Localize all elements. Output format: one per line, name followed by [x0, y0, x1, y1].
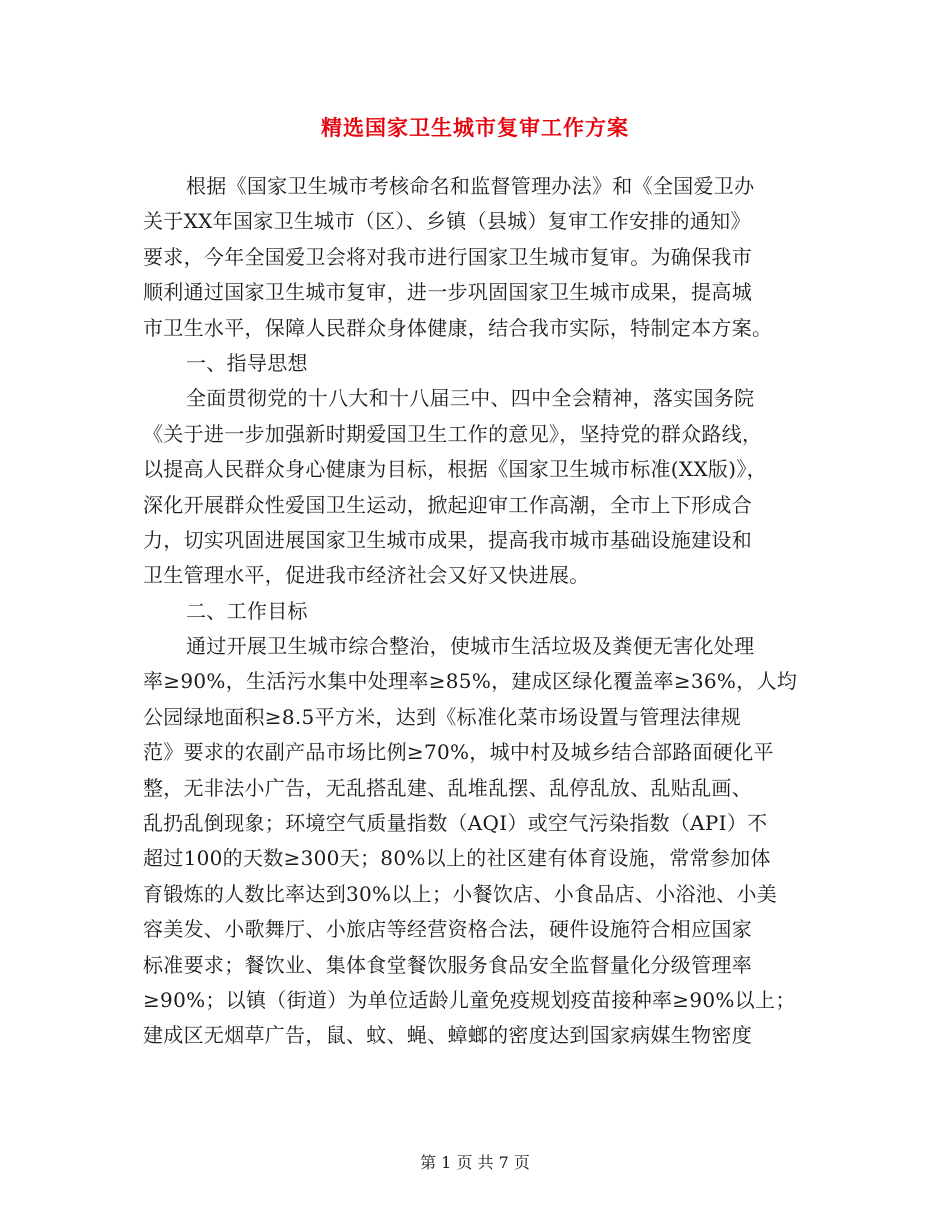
paragraph-line: 容美发、小歌舞厅、小旅店等经营资格合法，硬件设施符合相应国家	[143, 917, 752, 942]
paragraph-line: 超过100的天数≥300天；80%以上的社区建有体育设施，常常参加体	[143, 846, 771, 871]
paragraph-line: 力，切实巩固进展国家卫生城市成果，提高我市城市基础设施建设和	[143, 527, 752, 552]
paragraph-line: 卫生管理水平，促进我市经济社会又好又快进展。	[143, 563, 590, 588]
paragraph-line: 育锻炼的人数比率达到30%以上；小餐饮店、小食品店、小浴池、小美	[143, 881, 778, 906]
paragraph-line: 要求，今年全国爱卫会将对我市进行国家卫生城市复审。为确保我市	[143, 244, 752, 269]
section-heading: 二、工作目标	[186, 598, 308, 623]
paragraph-line: 整，无非法小广告，无乱搭乱建、乱堆乱摆、乱停乱放、乱贴乱画、	[143, 775, 752, 800]
paragraph-line: 率≥90%，生活污水集中处理率≥85%，建成区绿化覆盖率≥36%，人均	[143, 669, 798, 694]
paragraph-line: 根据《国家卫生城市考核命名和监督管理办法》和《全国爱卫办	[186, 174, 755, 198]
paragraph-line: 乱扔乱倒现象；环境空气质量指数（AQI）或空气污染指数（API）不	[143, 811, 768, 836]
paragraph-line: 标准要求；餐饮业、集体食堂餐饮服务食品安全监督量化分级管理率	[143, 952, 752, 977]
paragraph-line: 建成区无烟草广告，鼠、蚊、蝇、蟑螂的密度达到国家病媒生物密度	[143, 1023, 752, 1048]
paragraph-line: 关于XX年国家卫生城市（区）、乡镇（县城）复审工作安排的通知》	[143, 209, 751, 234]
document-title: 精选国家卫生城市复审工作方案	[321, 115, 629, 140]
paragraph-line: 公园绿地面积≥8.5平方米，达到《标准化菜市场设置与管理法律规	[143, 704, 741, 729]
page-footer: 第 1 页 共 7 页	[420, 1153, 530, 1172]
section-heading: 一、指导思想	[186, 350, 308, 375]
paragraph-line: ≥90%；以镇（街道）为单位适龄儿童免疫规划疫苗接种率≥90%以上；	[143, 987, 796, 1012]
document-body	[143, 169, 823, 1054]
paragraph-line: 深化开展群众性爱国卫生运动，掀起迎审工作高潮，全市上下形成合	[143, 492, 752, 517]
paragraph-line: 以提高人民群众身心健康为目标，根据《国家卫生城市标准(XX版)》，	[143, 457, 767, 482]
paragraph-line: 《关于进一步加强新时期爱国卫生工作的意见》，坚持党的群众路线，	[143, 421, 763, 446]
paragraph-line: 顺利通过国家卫生城市复审，进一步巩固国家卫生城市成果，提高城	[143, 280, 752, 305]
paragraph-line: 全面贯彻党的十八大和十八届三中、四中全会精神，落实国务院	[186, 386, 755, 411]
paragraph-line: 市卫生水平，保障人民群众身体健康，结合我市实际，特制定本方案。	[143, 315, 773, 340]
paragraph-line: 范》要求的农副产品市场比例≥70%，城中村及城乡结合部路面硬化平	[143, 740, 774, 765]
paragraph-line: 通过开展卫生城市综合整治，使城市生活垃圾及粪便无害化处理	[186, 634, 755, 659]
